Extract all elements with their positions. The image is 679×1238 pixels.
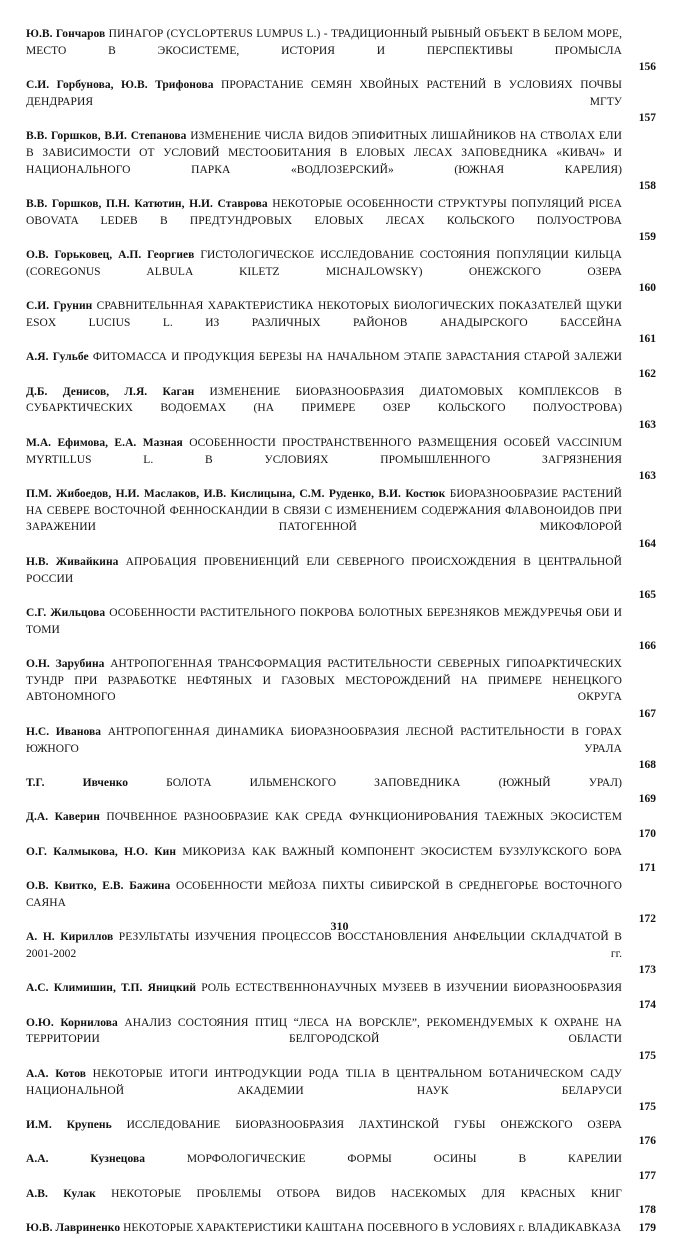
- entry-title: АНТРОПОГЕННАЯ ДИНАМИКА БИОРАЗНООБРАЗИЯ ЛЕСНОЙ РАСТИТЕЛЬНОСТИ В ГОРАХ ЮЖНОГО УРАЛА: [26, 725, 622, 755]
- toc-entry: [26, 1151, 656, 1184]
- entry-title: МОРФОЛОГИЧЕСКИЕ ФОРМЫ ОСИНЫ В КАРЕЛИИ: [186, 1153, 622, 1166]
- entry-authors: Н.С. Иванова: [26, 725, 102, 738]
- entry-authors: Н.В. Живайкина: [26, 555, 119, 568]
- toc-entry: [26, 349, 656, 382]
- toc-entry: [26, 775, 656, 808]
- entry-page-number: 177: [638, 1169, 656, 1182]
- entry-authors: О.В. Горьковец, А.П. Георгиев: [26, 249, 195, 262]
- entry-authors: Ю.В. Гончаров: [26, 28, 106, 40]
- entry-page-number: 161: [638, 333, 656, 346]
- entry-authors: С.Г. Жильцова: [26, 606, 106, 619]
- toc-entry: [26, 929, 656, 979]
- entry-title: ФИТОМАССА И ПРОДУКЦИЯ БЕРЕЗЫ НА НАЧАЛЬНОМ ЭТАПЕ ЗАРАСТАНИЯ СТАРОЙ ЗАЛЕЖИ: [92, 351, 622, 364]
- toc-entry: [26, 196, 656, 246]
- entry-authors: А.С. Климишин, Т.П. Яницкий: [26, 982, 197, 995]
- entry-authors: П.М. Жибоедов, Н.И. Маслаков, И.В. Кислицына, С.М. Руденко, В.И. Костюк: [26, 487, 446, 500]
- entry-title: РЕЗУЛЬТАТЫ ИЗУЧЕНИЯ ПРОЦЕССОВ ВОССТАНОВЛЕНИЯ АНФЕЛЬЦИИ СКЛАДЧАТОЙ В 2001-2002 гг.: [26, 931, 622, 960]
- entry-authors: А.Я. Гульбе: [26, 351, 89, 364]
- toc-entry: [26, 605, 656, 655]
- toc-entry-text: [26, 980, 622, 1013]
- entry-title: ПРОРАСТАНИЕ СЕМЯН ХВОЙНЫХ РАСТЕНИЙ В УСЛОВИЯХ ПОЧВЫ ДЕНДРАРИЯ МГТУ: [26, 79, 622, 108]
- toc-entry-text: [26, 724, 622, 774]
- entry-page-number: 170: [638, 827, 656, 840]
- toc-entry: [26, 77, 656, 127]
- toc-entry-text: [26, 809, 622, 842]
- toc-entry: [26, 724, 656, 774]
- entry-page-number: 163: [638, 418, 656, 431]
- entry-page-number: 173: [638, 964, 656, 977]
- entry-authors: О.Н. Зарубина: [26, 658, 105, 671]
- entry-page-number: 175: [638, 1049, 656, 1062]
- entry-page-number: 169: [638, 793, 656, 806]
- entry-page-number: 165: [638, 588, 656, 601]
- entry-authors: С.И. Горбунова, Ю.В. Трифонова: [26, 79, 214, 92]
- entry-title: ИССЛЕДОВАНИЕ БИОРАЗНООБРАЗИЯ ЛАХТИНСКОЙ ГУБЫ ОНЕЖСКОГО ОЗЕРА: [126, 1119, 622, 1131]
- toc-entry-text: [26, 554, 622, 604]
- entry-page-number: 162: [638, 367, 656, 380]
- entry-page-number: 174: [638, 998, 656, 1011]
- page-number-footer: 310: [330, 919, 349, 933]
- toc-entry-text: [26, 1015, 622, 1065]
- entry-page-number: 157: [638, 112, 656, 125]
- entry-authors: В.В. Горшков, В.И. Степанова: [26, 130, 187, 143]
- toc-entry-text: [26, 435, 622, 485]
- entry-page-number: 179: [638, 1221, 656, 1234]
- toc-entry-text: [26, 1220, 622, 1237]
- toc-entry: [26, 1220, 656, 1237]
- entry-page-number: 171: [638, 862, 656, 875]
- entry-title: НЕКОТОРЫЕ ХАРАКТЕРИСТИКИ КАШТАНА ПОСЕВНОГО В УСЛОВИЯХ г. ВЛАДИКАВКАЗА: [123, 1222, 622, 1235]
- entry-title: НЕКОТОРЫЕ ПРОБЛЕМЫ ОТБОРА ВИДОВ НАСЕКОМЫХ ДЛЯ КРАСНЫХ КНИГ: [111, 1187, 622, 1200]
- entry-authors: О.В. Квитко, Е.В. Бажина: [26, 880, 171, 893]
- entry-page-number: 156: [638, 61, 656, 74]
- toc-entry-text: [26, 349, 622, 382]
- entry-page-number: 166: [638, 640, 656, 653]
- toc-entry: [26, 809, 656, 842]
- toc-entry-text: [26, 247, 622, 297]
- entry-title: ОСОБЕННОСТИ ПРОСТРАНСТВЕННОГО РАЗМЕЩЕНИЯ ОСОБЕЙ VACCINIUM MYRTILLUS L. В УСЛОВИЯХ ПРОМЫШЛЕННОГО ЗАГРЯЗНЕНИЯ: [26, 436, 622, 466]
- entry-title: ГИСТОЛОГИЧЕСКОЕ ИССЛЕДОВАНИЕ СОСТОЯНИЯ ПОПУЛЯЦИИ КИЛЬЦА (COREGONUS ALBULA KILETZ MICHAJLOWSKY) ОНЕЖСКОГО ОЗЕРА: [26, 249, 622, 278]
- toc-entry: [26, 844, 656, 877]
- entry-page-number: 167: [638, 707, 656, 720]
- toc-entry-text: [26, 196, 622, 246]
- toc-entry: [26, 656, 656, 723]
- entry-title: ИЗМЕНЕНИЕ БИОРАЗНООБРАЗИЯ ДИАТОМОВЫХ КОМПЛЕКСОВ В СУБАРКТИЧЕСКИХ ВОДОЕМАХ (НА ПРИМЕРЕ ОЗЕР КОЛЬСКОГО ПОЛУОСТРОВА): [26, 385, 622, 415]
- toc-entry-text: [26, 1066, 622, 1116]
- entry-authors: Ю.В. Лавриненко: [26, 1222, 121, 1235]
- entry-page-number: 159: [638, 231, 656, 244]
- toc-entry: [26, 1117, 656, 1150]
- toc-entry: [26, 247, 656, 297]
- entry-page-number: 178: [638, 1204, 656, 1217]
- entry-page-number: 158: [638, 180, 656, 193]
- toc-entry: [26, 298, 656, 348]
- entry-title: ПИНАГОР (CYCLOPTERUS LUMPUS L.) - ТРАДИЦИОННЫЙ РЫБНЫЙ ОБЪЕКТ В БЕЛОМ МОРЕ, МЕСТО В ЭКОСИСТЕМЕ, ИСТОРИЯ И ПЕРСПЕКТИВЫ ПРОМЫСЛА: [26, 28, 622, 57]
- toc-entry-text: [26, 26, 622, 76]
- toc-entry: [26, 554, 656, 604]
- entry-authors: С.И. Грунин: [26, 300, 93, 313]
- entry-authors: А.В. Кулак: [26, 1187, 96, 1200]
- toc-entry-text: [26, 486, 622, 553]
- entry-page-number: 175: [638, 1101, 656, 1113]
- toc-entry: [26, 1066, 656, 1116]
- toc-entry-text: [26, 929, 622, 979]
- entry-title: АНАЛИЗ СОСТОЯНИЯ ПТИЦ “ЛЕСА НА ВОРСКЛЕ”, РЕКОМЕНДУЕМЫХ К ОХРАНЕ НА ТЕРРИТОРИИ БЕЛГОРОДСКОЙ ОБЛАСТИ: [26, 1016, 622, 1046]
- toc-entry-text: [26, 77, 622, 127]
- toc-entry: [26, 980, 656, 1013]
- entry-title: БИОРАЗНООБРАЗИЕ РАСТЕНИЙ НА СЕВЕРЕ ВОСТОЧНОЙ ФЕННОСКАНДИИ В СВЯЗИ С ИЗМЕНЕНИЕМ СОДЕРЖАНИЯ ФЛАВОНОИДОВ ПРИ ЗАРАЖЕНИИ ПАТОГЕННОЙ МИКОФЛОРОЙ: [26, 487, 622, 534]
- entry-page-number: 168: [638, 758, 656, 771]
- entry-page-number: 163: [638, 469, 656, 482]
- entry-page-number: 160: [638, 282, 656, 295]
- toc-entry-text: [26, 1186, 622, 1219]
- entry-title: ОСОБЕННОСТИ РАСТИТЕЛЬНОГО ПОКРОВА БОЛОТНЫХ БЕРЕЗНЯКОВ МЕЖДУРЕЧЬЯ ОБИ И ТОМИ: [26, 606, 622, 636]
- entry-authors: В.В. Горшков, П.Н. Катютин, Н.И. Ставрова: [26, 198, 268, 211]
- entry-authors: Д.Б. Денисов, Л.Я. Каган: [26, 385, 195, 398]
- entry-authors: И.М. Крупень: [26, 1119, 112, 1131]
- entry-authors: О.Г. Калмыкова, Н.О. Кин: [26, 845, 176, 858]
- entry-title: НЕКОТОРЫЕ ОСОБЕННОСТИ СТРУКТУРЫ ПОПУЛЯЦИЙ PICEA OBOVATA LEDEB В ПРЕДТУНДРОВЫХ ЕЛОВЫХ ЛЕСАХ КОЛЬСКОГО ПОЛУОСТРОВА: [26, 198, 622, 227]
- entry-title: АНТРОПОГЕННАЯ ТРАНСФОРМАЦИЯ РАСТИТЕЛЬНОСТИ СЕВЕРНЫХ ГИПОАРКТИЧЕСКИХ ТУНДР ПРИ РАЗРАБОТКЕ НЕФТЯНЫХ И ГАЗОВЫХ МЕСТОРОЖДЕНИЙ НА ПРИМЕРЕ НЕНЕЦКОГО АВТОНОМНОГО ОКРУГА: [26, 658, 622, 704]
- toc-entry: [26, 26, 656, 76]
- entry-title: ИЗМЕНЕНИЕ ЧИСЛА ВИДОВ ЭПИФИТНЫХ ЛИШАЙНИКОВ НА СТВОЛАХ ЕЛИ В ЗАВИСИМОСТИ ОТ УСЛОВИЙ МЕСТООБИТАНИЯ В ЕЛОВЫХ ЛЕСАХ ЗАПОВЕДНИКА «КИВАЧ» И НАЦИОНАЛЬНОГО ПАРКА «ВОДЛОЗЕРСКИЙ» (ЮЖНАЯ КАРЕЛИЯ): [26, 130, 622, 176]
- toc-entry: [26, 1015, 656, 1065]
- entry-title: СРАВНИТЕЛЬННАЯ ХАРАКТЕРИСТИКА НЕКОТОРЫХ БИОЛОГИЧЕСКИХ ПОКАЗАТЕЛЕЙ ЩУКИ ESOX LUCIUS L. ИЗ РАЗЛИЧНЫХ РАЙОНОВ АНАДЫРСКОГО БАССЕЙНА: [26, 300, 622, 329]
- entry-title: МИКОРИЗА КАК ВАЖНЫЙ КОМПОНЕНТ ЭКОСИСТЕМ БУЗУЛУКСКОГО БОРА: [182, 845, 622, 858]
- toc-entry-text: [26, 1151, 622, 1184]
- table-of-contents: [26, 26, 656, 1238]
- entry-authors: А. Н. Кириллов: [26, 931, 114, 944]
- toc-entry-text: [26, 1117, 622, 1150]
- entry-title: НЕКОТОРЫЕ ИТОГИ ИНТРОДУКЦИИ РОДА TILIA В ЦЕНТРАЛЬНОМ БОТАНИЧЕСКОМ САДУ НАЦИОНАЛЬНОЙ АКАДЕМИИ НАУК БЕЛАРУСИ: [26, 1067, 622, 1097]
- entry-title: ОСОБЕННОСТИ МЕЙОЗА ПИХТЫ СИБИРСКОЙ В СРЕДНЕГОРЬЕ ВОСТОЧНОГО САЯНА: [26, 880, 622, 909]
- entry-title: ПОЧВЕННОЕ РАЗНООБРАЗИЕ КАК СРЕДА ФУНКЦИОНИРОВАНИЯ ТАЕЖНЫХ ЭКОСИСТЕМ: [106, 811, 622, 824]
- entry-title: РОЛЬ ЕСТЕСТВЕННОНАУЧНЫХ МУЗЕЕВ В ИЗУЧЕНИИ БИОРАЗНООБРАЗИЯ: [201, 982, 622, 995]
- toc-entry: [26, 435, 656, 485]
- toc-entry: [26, 1186, 656, 1219]
- entry-authors: О.Ю. Корнилова: [26, 1016, 118, 1029]
- entry-authors: Д.А. Каверин: [26, 811, 100, 824]
- toc-entry-text: [26, 605, 622, 655]
- toc-entry-text: [26, 384, 622, 434]
- entry-title: БОЛОТА ИЛЬМЕНСКОГО ЗАПОВЕДНИКА (ЮЖНЫЙ УРАЛ): [166, 776, 622, 789]
- entry-page-number: 172: [638, 913, 656, 926]
- toc-entry: [26, 486, 656, 553]
- entry-page-number: 176: [638, 1135, 656, 1148]
- toc-entry-text: [26, 656, 622, 723]
- entry-title: АПРОБАЦИЯ ПРОВЕНИЕНЦИЙ ЕЛИ СЕВЕРНОГО ПРОИСХОЖДЕНИЯ В ЦЕНТРАЛЬНОЙ РОССИИ: [26, 555, 622, 585]
- toc-entry-text: [26, 128, 622, 195]
- entry-authors: А.А. Котов: [26, 1067, 86, 1080]
- toc-entry-text: [26, 844, 622, 877]
- entry-page-number: 164: [638, 537, 656, 550]
- toc-entry-text: [26, 298, 622, 348]
- toc-entry: [26, 384, 656, 434]
- entry-authors: М.А. Ефимова, Е.А. Мазная: [26, 436, 183, 449]
- entry-authors: Т.Г. Ивченко: [26, 776, 129, 789]
- toc-entry-text: [26, 775, 622, 808]
- toc-entry: [26, 128, 656, 195]
- entry-authors: А.А. Кузнецова: [26, 1153, 146, 1166]
